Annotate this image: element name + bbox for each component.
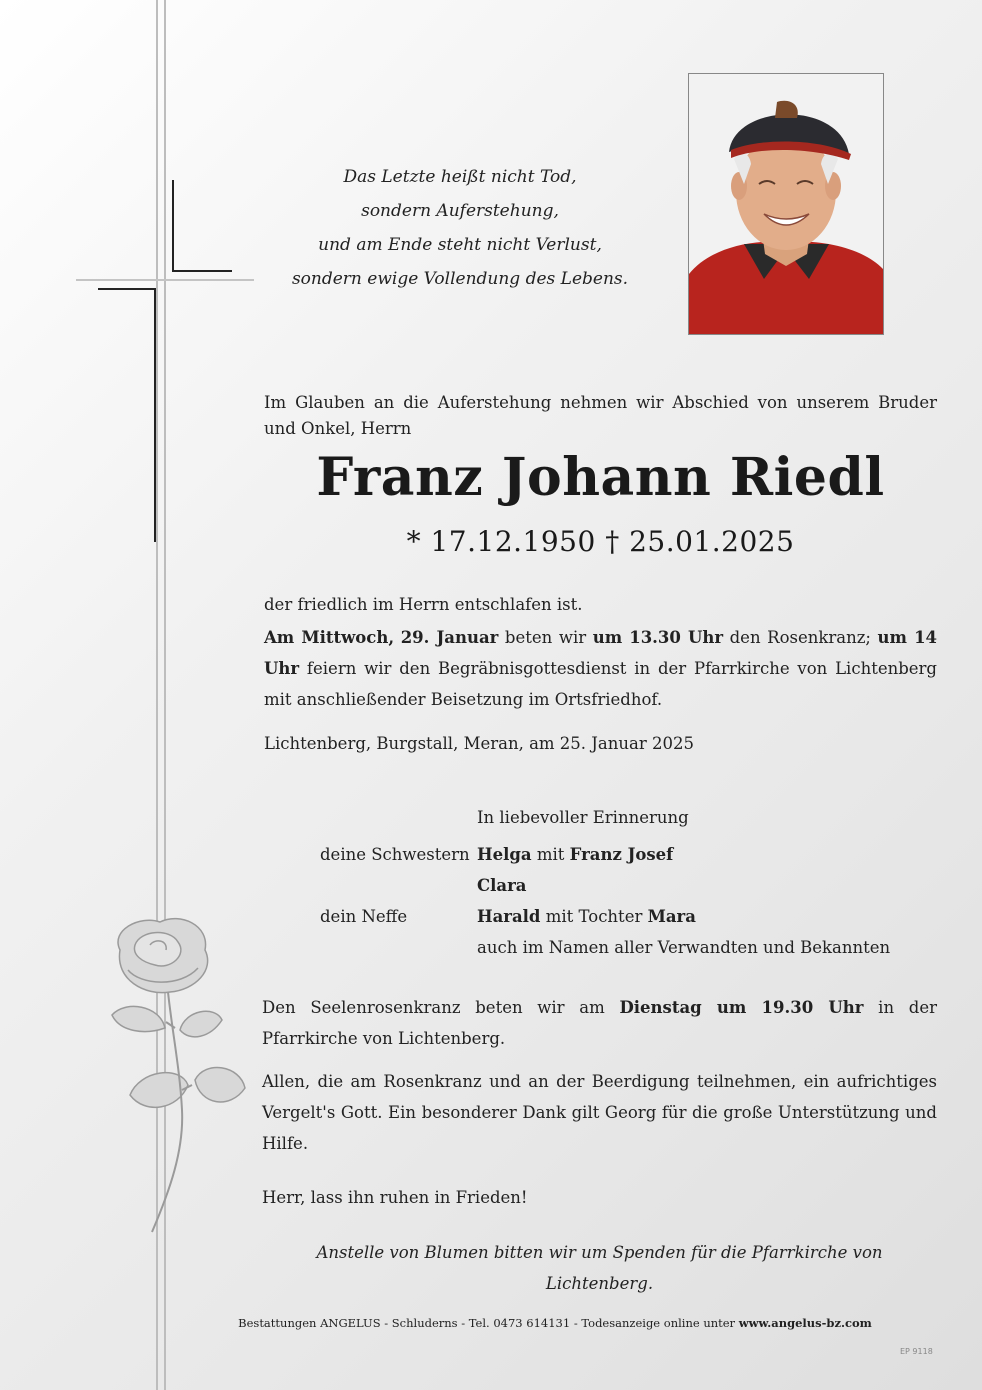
death-date: 25.01.2025 [629, 525, 795, 558]
birth-symbol: * [406, 525, 422, 558]
prayer-text: Herr, lass ihn ruhen in Frieden! [262, 1188, 528, 1207]
passed-text: der friedlich im Herrn entschlafen ist. [264, 595, 583, 614]
cross-horizontal-line [76, 279, 254, 281]
place-date: Lichtenberg, Burgstall, Meran, am 25. Januar 2025 [264, 734, 694, 753]
quote-line: sondern ewige Vollendung des Lebens. [291, 269, 629, 289]
mourner-name: Mara [647, 907, 696, 926]
funeral-details [264, 622, 937, 715]
deceased-name: Franz Johann Riedl [316, 447, 885, 508]
mourners-others: auch im Namen aller Verwandten und Bekannten [477, 938, 891, 957]
mourners-heading: In liebevoller Erinnerung [477, 808, 689, 827]
mourner-name: Helga [477, 845, 532, 864]
funeral-time-rosary: um 13.30 Uhr [592, 628, 724, 647]
cross-dark-horizontal [172, 270, 232, 272]
rosary-day-time: Dienstag um 19.30 Uhr [619, 998, 864, 1017]
mourner-connector: mit [536, 845, 565, 864]
donation-note: Anstelle von Blumen bitten wir um Spenden für die Pfarrkirche von Lichtenberg. [316, 1243, 883, 1293]
funeral-time-mass: um 14 Uhr [264, 628, 938, 678]
nephew-label: dein Neffe [320, 907, 408, 926]
document-code: EP 9118 [900, 1347, 933, 1356]
mourner-entry [477, 876, 526, 895]
quote-line: und am Ende steht nicht Verlust, [318, 235, 602, 255]
funeral-day: Am Mittwoch, [264, 628, 395, 647]
funeral-text: beten wir [504, 628, 587, 647]
funeral-date: 29. Januar [400, 628, 499, 647]
portrait-photo [688, 73, 884, 335]
rose-icon [100, 910, 260, 1240]
rosary-text [262, 992, 937, 1054]
funeral-text: den Rosenkranz; [729, 628, 871, 647]
cross-dark-horizontal [98, 288, 156, 290]
life-dates [264, 525, 937, 558]
mourner-name: Franz Josef [569, 845, 674, 864]
rosary-text-part: in der Pfarrkirche von Lichtenberg. [262, 998, 937, 1048]
quote-line: Das Letzte heißt nicht Tod, [343, 167, 577, 187]
intro-text: Im Glauben an die Auferstehung nehmen wir Abschied von unserem Bruder und Onkel, Herrn [264, 393, 937, 438]
mourner-name: Clara [477, 876, 527, 895]
death-symbol: † [605, 525, 620, 558]
funeral-home-footer [150, 1316, 960, 1330]
memorial-quote [270, 160, 650, 296]
birth-date: 17.12.1950 [430, 525, 596, 558]
cross-dark-vertical [154, 288, 156, 542]
mourner-entry [477, 845, 673, 864]
mourner-entry [477, 907, 696, 926]
quote-line: sondern Auferstehung, [361, 201, 559, 221]
footer-text: Bestattungen ANGELUS - Schluderns - Tel. 0473 614131 - Todesanzeige online unter [238, 1316, 736, 1330]
sisters-label: deine Schwestern [320, 845, 470, 864]
footer-url[interactable]: www.angelus-bz.com [738, 1316, 872, 1330]
thanks-text: Allen, die am Rosenkranz und an der Beerdigung teilnehmen, ein aufrichtiges Vergelt's Gott. Ein besonderer Dank gilt Georg für die große Unterstützung und Hilfe. [262, 1072, 937, 1153]
mourner-name: Harald [477, 907, 541, 926]
funeral-text: feiern wir den Begräbnisgottesdienst in der Pfarrkirche von Lichtenberg mit anschließender Beisetzung im Ortsfriedhof. [264, 659, 937, 709]
mourner-connector: mit Tochter [545, 907, 643, 926]
cross-dark-vertical [172, 180, 174, 272]
rosary-text-part: Den Seelenrosenkranz beten wir am [262, 998, 605, 1017]
